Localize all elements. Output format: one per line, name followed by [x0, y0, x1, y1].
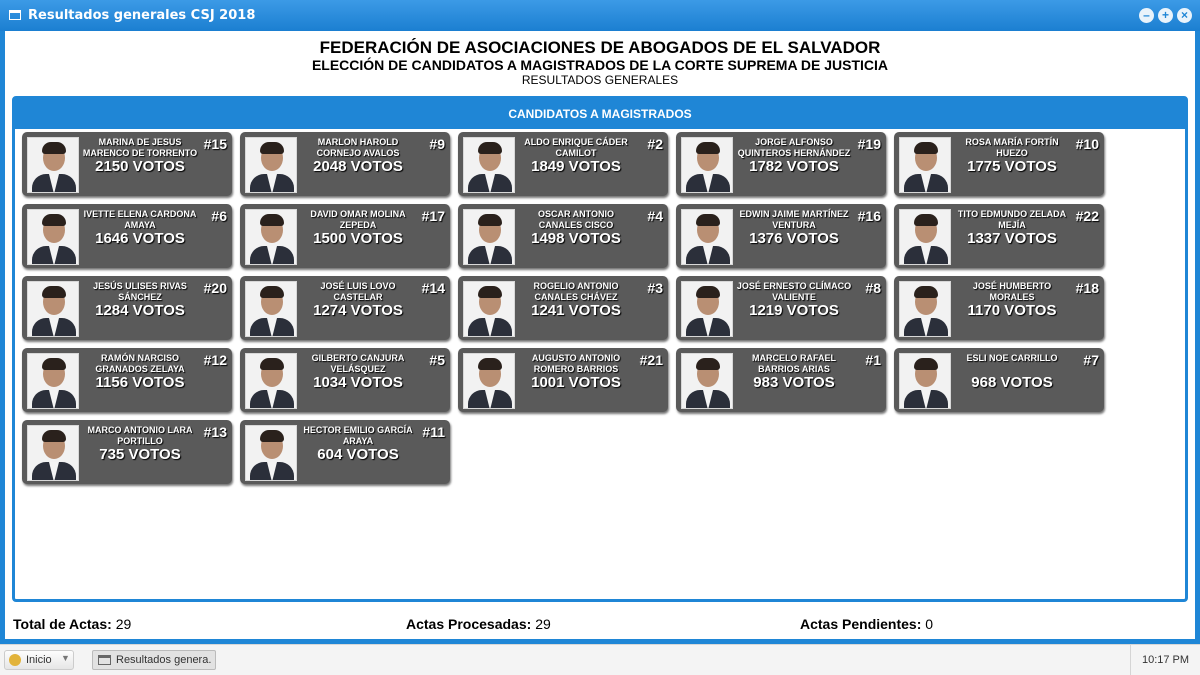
candidate-card[interactable] [22, 420, 232, 484]
candidate-card[interactable] [240, 204, 450, 268]
window-icon [9, 10, 21, 20]
candidate-votes: 1170 VOTOS [967, 302, 1057, 319]
candidate-votes: 968 VOTOS [971, 374, 1053, 391]
candidate-name: HECTOR EMILIO GARCÍA ARAYA [303, 425, 413, 446]
taskbar-window-label: Resultados genera. [116, 654, 212, 666]
taskbar-clock: 10:17 PM [1130, 645, 1200, 675]
candidate-photo [245, 281, 297, 337]
candidate-card[interactable] [458, 276, 668, 340]
candidate-number: #18 [1075, 280, 1099, 296]
election-title: ELECCIÓN DE CANDIDATOS A MAGISTRADOS DE LA CORTE SUPREMA DE JUSTICIA [311, 57, 889, 73]
summary-bar [5, 609, 1195, 639]
candidate-name: JOSÉ LUIS LOVO CASTELAR [320, 281, 396, 302]
actas-procesadas-label: Actas Procesadas: [406, 616, 532, 632]
candidate-votes: 1646 VOTOS [95, 230, 185, 247]
candidate-name: RAMÓN NARCISO GRANADOS ZELAYA [95, 353, 185, 374]
candidate-number: #22 [1075, 208, 1099, 224]
candidate-card[interactable] [894, 132, 1104, 196]
candidate-votes: 1849 VOTOS [531, 158, 621, 175]
candidate-photo [899, 209, 951, 265]
candidate-name: ESLI NOE CARRILLO [966, 353, 1058, 363]
candidate-votes: 1219 VOTOS [749, 302, 839, 319]
chevron-down-icon: ▼ [61, 653, 70, 663]
candidate-number: #1 [865, 352, 881, 368]
candidate-number: #20 [203, 280, 227, 296]
candidate-votes: 1034 VOTOS [313, 374, 403, 391]
candidate-votes: 1001 VOTOS [531, 374, 621, 391]
candidate-votes: 1274 VOTOS [313, 302, 403, 319]
candidate-card[interactable] [676, 204, 886, 268]
candidate-name: DAVID OMAR MOLINA ZEPEDA [310, 209, 406, 230]
candidate-card[interactable] [240, 276, 450, 340]
candidate-photo [27, 209, 79, 265]
candidate-name: MARINA DE JESUS MARENCO DE TORRENTO [82, 137, 198, 158]
candidate-name: GILBERTO CANJURA VELÁSQUEZ [311, 353, 405, 374]
candidate-name: MARCELO RAFAEL BARRIOS ARIAS [752, 353, 836, 374]
candidate-card[interactable] [240, 132, 450, 196]
actas-procesadas [406, 616, 551, 632]
candidate-name: ROGELIO ANTONIO CANALES CHÁVEZ [533, 281, 619, 302]
candidate-photo [27, 137, 79, 193]
candidate-card[interactable] [22, 276, 232, 340]
start-label: Inicio [26, 654, 52, 666]
candidate-card[interactable] [240, 420, 450, 484]
candidate-card[interactable] [458, 348, 668, 412]
start-icon [9, 654, 21, 666]
candidate-photo [681, 353, 733, 409]
candidate-photo [245, 353, 297, 409]
taskbar [0, 644, 1200, 675]
candidate-votes: 1498 VOTOS [531, 230, 621, 247]
total-actas-label: Total de Actas: [13, 616, 112, 632]
candidate-card[interactable] [22, 348, 232, 412]
candidate-number: #4 [647, 208, 663, 224]
window-title: Resultados generales CSJ 2018 [28, 8, 256, 23]
candidate-card[interactable] [458, 204, 668, 268]
results-subtitle: RESULTADOS GENERALES [521, 73, 679, 87]
candidate-card[interactable] [22, 204, 232, 268]
candidate-number: #13 [203, 424, 227, 440]
candidate-number: #19 [857, 136, 881, 152]
candidate-number: #5 [429, 352, 445, 368]
candidate-number: #17 [421, 208, 445, 224]
actas-pendientes-label: Actas Pendientes: [800, 616, 922, 632]
candidate-name: EDWIN JAIME MARTÍNEZ VENTURA [739, 209, 849, 230]
total-actas-value: 29 [115, 616, 132, 632]
candidate-number: #10 [1075, 136, 1099, 152]
candidate-number: #11 [422, 424, 445, 440]
candidate-photo [463, 209, 515, 265]
candidate-name: IVETTE ELENA CARDONA AMAYA [83, 209, 197, 230]
candidate-name: ROSA MARÍA FORTÍN HUEZO [965, 137, 1059, 158]
title-bar[interactable] [0, 0, 1200, 31]
candidate-name: MARCO ANTONIO LARA PORTILLO [87, 425, 193, 446]
candidate-photo [245, 425, 297, 481]
candidate-votes: 1156 VOTOS [95, 374, 185, 391]
candidate-number: #3 [647, 280, 663, 296]
candidate-votes: 1775 VOTOS [967, 158, 1057, 175]
candidate-votes: 1782 VOTOS [749, 158, 839, 175]
candidate-card[interactable] [894, 204, 1104, 268]
minimize-icon[interactable]: – [1139, 8, 1154, 23]
candidate-votes: 1337 VOTOS [967, 230, 1057, 247]
candidate-photo [899, 281, 951, 337]
candidate-votes: 1241 VOTOS [531, 302, 621, 319]
candidate-photo [681, 209, 733, 265]
actas-pendientes-value: 0 [925, 616, 934, 632]
candidate-votes: 983 VOTOS [753, 374, 835, 391]
candidate-votes: 1376 VOTOS [749, 230, 839, 247]
candidate-card[interactable] [676, 276, 886, 340]
close-icon[interactable]: × [1177, 8, 1192, 23]
candidate-number: #8 [865, 280, 881, 296]
candidate-card[interactable] [240, 348, 450, 412]
candidate-number: #6 [211, 208, 227, 224]
candidate-votes: 1500 VOTOS [313, 230, 403, 247]
candidate-name: ALDO ENRIQUE CÁDER CAMILOT [524, 137, 628, 158]
actas-procesadas-value: 29 [535, 616, 551, 632]
candidate-name: MARLON HAROLD CORNEJO AVALOS [316, 137, 400, 158]
candidate-name: TITO EDMUNDO ZELADA MEJÍA [957, 209, 1067, 230]
candidate-votes: 2048 VOTOS [313, 158, 403, 175]
candidate-number: #14 [421, 280, 445, 296]
candidate-photo [681, 281, 733, 337]
candidates-panel-title: CANDIDATOS A MAGISTRADOS [15, 99, 1185, 129]
candidate-number: #2 [647, 136, 663, 152]
candidate-name: JORGE ALFONSO QUINTEROS HERNÁNDEZ [737, 137, 851, 158]
candidate-card[interactable] [22, 132, 232, 196]
candidate-votes: 2150 VOTOS [95, 158, 185, 175]
candidate-photo [245, 137, 297, 193]
candidate-name: OSCAR ANTONIO CANALES CISCO [537, 209, 614, 230]
candidate-photo [27, 353, 79, 409]
actas-pendientes [800, 616, 933, 632]
candidate-card[interactable] [894, 276, 1104, 340]
candidate-photo [27, 425, 79, 481]
candidate-card[interactable] [676, 348, 886, 412]
candidate-name: JESÚS ULISES RIVAS SÁNCHEZ [93, 281, 187, 302]
candidate-number: #21 [639, 352, 663, 368]
candidate-name: JOSÉ HUMBERTO MORALES [972, 281, 1052, 302]
candidate-photo [27, 281, 79, 337]
candidate-name: JOSÉ ERNESTO CLÍMACO VALIENTE [736, 281, 852, 302]
candidate-number: #7 [1083, 352, 1099, 368]
start-button[interactable] [4, 650, 74, 670]
candidate-name: AUGUSTO ANTONIO ROMERO BARRIOS [531, 353, 621, 374]
candidate-photo [899, 137, 951, 193]
candidate-photo [245, 209, 297, 265]
candidate-card[interactable] [894, 348, 1104, 412]
candidate-card[interactable] [458, 132, 668, 196]
candidate-number: #15 [203, 136, 227, 152]
federation-title: FEDERACIÓN DE ASOCIACIONES DE ABOGADOS DE EL SALVADOR [319, 38, 881, 57]
candidate-number: #12 [203, 352, 227, 368]
candidate-votes: 1284 VOTOS [95, 302, 185, 319]
candidate-card[interactable] [676, 132, 886, 196]
window-content [5, 31, 1195, 639]
candidate-votes: 735 VOTOS [99, 446, 181, 463]
total-actas [13, 616, 131, 632]
candidate-votes: 604 VOTOS [317, 446, 399, 463]
candidate-photo [463, 353, 515, 409]
candidate-number: #9 [429, 136, 445, 152]
candidate-photo [681, 137, 733, 193]
candidate-number: #16 [857, 208, 881, 224]
candidate-photo [463, 281, 515, 337]
candidate-photo [899, 353, 951, 409]
candidate-photo [463, 137, 515, 193]
candidates-panel [12, 96, 1188, 602]
taskbar-window-button[interactable] [92, 650, 216, 670]
task-window-icon [98, 655, 111, 665]
restore-icon[interactable]: + [1158, 8, 1173, 23]
